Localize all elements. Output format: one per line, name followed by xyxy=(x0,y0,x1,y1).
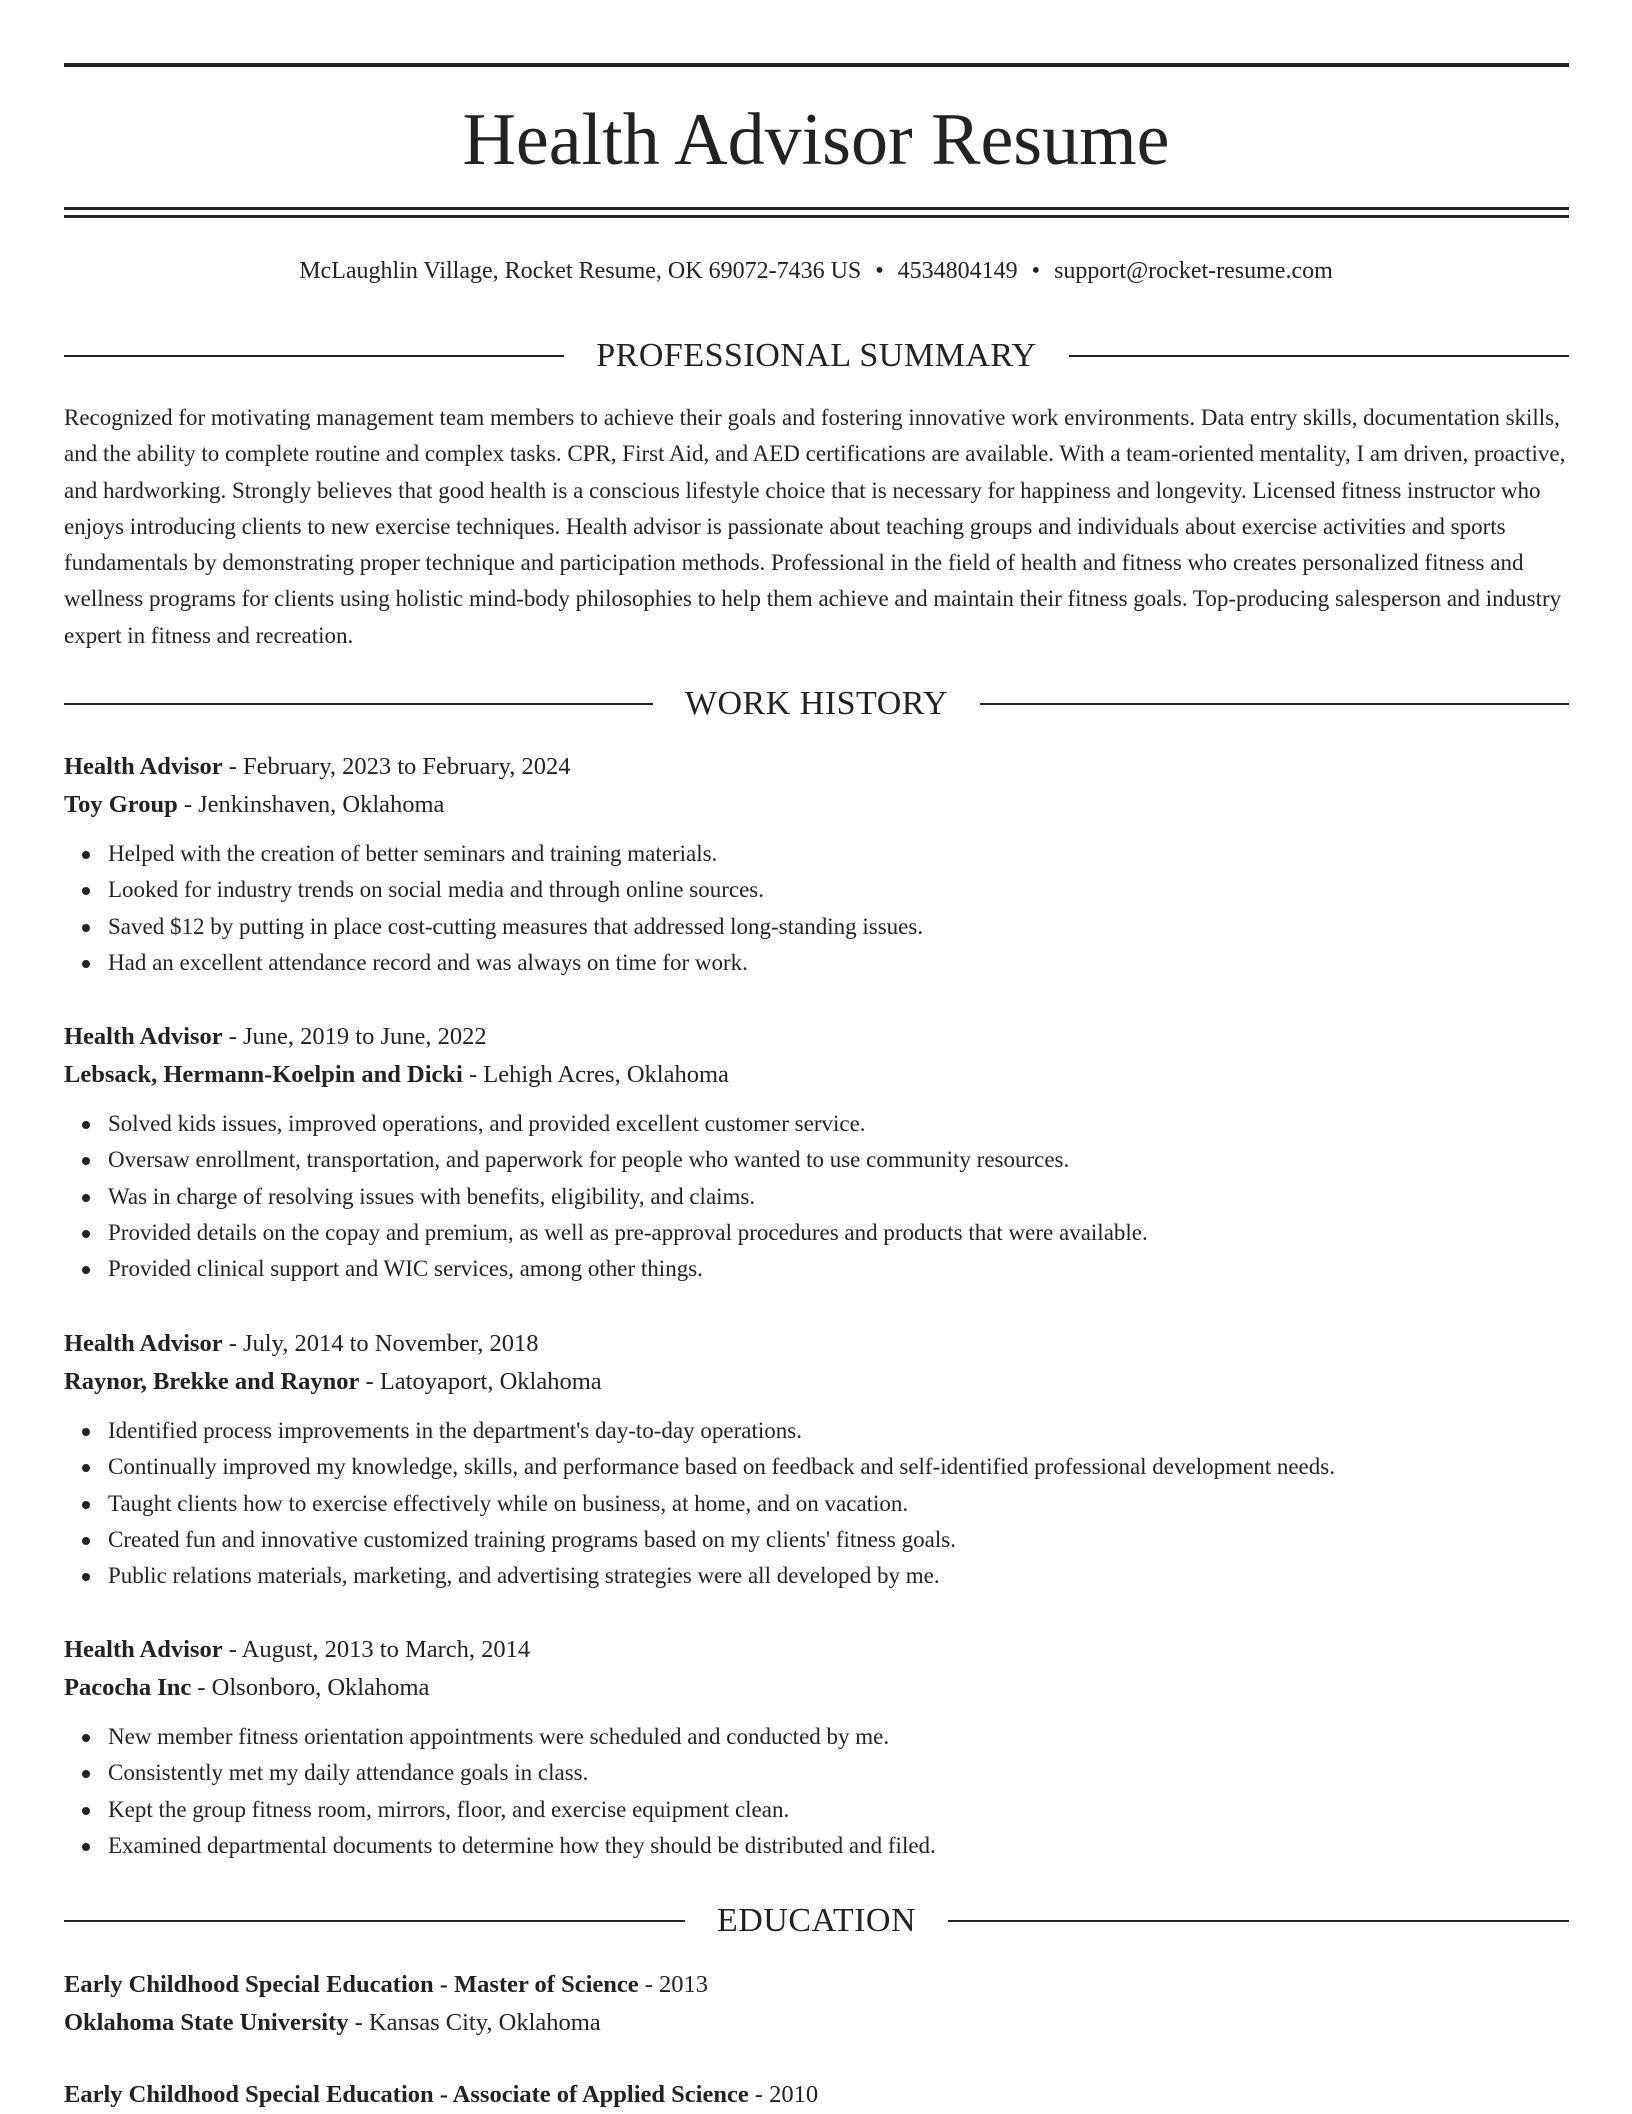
title-rule-lower xyxy=(64,215,1569,218)
job-bullet: Provided clinical support and WIC services, among other things. xyxy=(108,1251,1569,1287)
job-location: - Olsonboro, Oklahoma xyxy=(191,1674,430,1701)
contact-address: McLaughlin Village, Rocket Resume, OK 69072-7436 US xyxy=(299,258,862,284)
contact-line xyxy=(0,253,1632,289)
job-company: Pacocha Inc xyxy=(64,1674,192,1701)
job-bullet: Public relations materials, marketing, and advertising strategies were all developed by me. xyxy=(108,1558,1569,1594)
job-bullet: Created fun and innovative customized training programs based on my clients' fitness goals. xyxy=(108,1522,1569,1558)
heading-rule-left xyxy=(64,355,564,357)
job-bullet: Looked for industry trends on social media and through online sources. xyxy=(108,872,1569,908)
contact-email: support@rocket-resume.com xyxy=(1054,258,1333,284)
job-title: Health Advisor xyxy=(64,753,223,780)
heading-rule-right xyxy=(1069,355,1569,357)
heading-rule-left xyxy=(64,1920,685,1922)
title-rule-upper xyxy=(64,207,1569,210)
job-bullet-list xyxy=(64,1719,1569,1864)
job-bullet: Was in charge of resolving issues with benefits, eligibility, and claims. xyxy=(108,1179,1569,1215)
job-dates: - August, 2013 to March, 2014 xyxy=(222,1636,531,1663)
job-dates: - July, 2014 to November, 2018 xyxy=(222,1330,539,1357)
job-entry xyxy=(64,1018,1569,1287)
job-bullet: Continually improved my knowledge, skills, and performance based on feedback and self-identified professional development needs. xyxy=(108,1449,1569,1485)
job-title: Health Advisor xyxy=(64,1636,223,1663)
job-company: Lebsack, Hermann-Koelpin and Dicki xyxy=(64,1061,463,1088)
job-bullet: Helped with the creation of better seminars and training materials. xyxy=(108,836,1569,872)
education-degree: Early Childhood Special Education - Associate of Applied Science xyxy=(64,2081,749,2108)
job-company: Toy Group xyxy=(64,791,178,818)
contact-separator: • xyxy=(1031,258,1041,284)
job-location: - Jenkinshaven, Oklahoma xyxy=(177,791,445,818)
job-bullet: Kept the group fitness room, mirrors, floor, and exercise equipment clean. xyxy=(108,1792,1569,1828)
heading-rule-right xyxy=(980,703,1569,705)
job-bullet: Saved $12 by putting in place cost-cutting measures that addressed long-standing issues. xyxy=(108,909,1569,945)
job-bullet: New member fitness orientation appointments were scheduled and conducted by me. xyxy=(108,1719,1569,1755)
heading-rule-right xyxy=(948,1920,1569,1922)
job-entry xyxy=(64,1631,1569,1864)
job-bullet-list xyxy=(64,1413,1569,1594)
summary-section-heading xyxy=(64,334,1569,378)
job-bullet: Examined departmental documents to determine how they should be distributed and filed. xyxy=(108,1828,1569,1864)
job-dates: - February, 2023 to February, 2024 xyxy=(222,753,571,780)
summary-paragraph: Recognized for motivating management team members to achieve their goals and fostering innovative work environments. Data entry skills, documentation skills, and the ability to complete routine and complex tasks. CPR, First Aid, and AED certifications are available. With a team-oriented mentality, I am driven, proactive, and hardworking. Strongly believes that good health is a conscious lifestyle choice that is necessary for happiness and longevity. Licensed fitness instructor who enjoys introducing clients to new exercise techniques. Health advisor is passionate about teaching groups and individuals about exercise activities and sports fundamentals by demonstrating proper technique and participation methods. Professional in the field of health and fitness who creates personalized fitness and wellness programs for clients using holistic mind-body philosophies to help them achieve and maintain their fitness goals. Top-producing salesperson and industry expert in fitness and recreation. xyxy=(64,405,1566,648)
page-title: Health Advisor Resume xyxy=(462,99,1170,181)
job-bullet-list xyxy=(64,1106,1569,1287)
job-bullet: Provided details on the copay and premium, as well as pre-approval procedures and products that were available. xyxy=(108,1215,1569,1251)
job-company: Raynor, Brekke and Raynor xyxy=(64,1368,360,1395)
job-bullet: Identified process improvements in the department's day-to-day operations. xyxy=(108,1413,1569,1449)
education-heading-label: EDUCATION xyxy=(716,1902,917,1939)
work-section-heading xyxy=(64,682,1569,726)
job-bullet-list xyxy=(64,836,1569,981)
job-bullet: Oversaw enrollment, transportation, and paperwork for people who wanted to use community resources. xyxy=(108,1142,1569,1178)
education-school: Oklahoma State University xyxy=(64,2009,349,2036)
contact-phone: 4534804149 xyxy=(897,258,1018,284)
job-title: Health Advisor xyxy=(64,1023,223,1050)
job-title: Health Advisor xyxy=(64,1330,223,1357)
work-heading-label: WORK HISTORY xyxy=(684,685,949,722)
education-entry xyxy=(64,1966,1569,2042)
job-bullet: Consistently met my daily attendance goals in class. xyxy=(108,1755,1569,1791)
top-rule xyxy=(64,63,1569,67)
education-location: - Kansas City, Oklahoma xyxy=(348,2009,601,2036)
job-bullet: Taught clients how to exercise effectively while on business, at home, and on vacation. xyxy=(108,1486,1569,1522)
education-entry xyxy=(64,2076,1569,2114)
summary-heading-label: PROFESSIONAL SUMMARY xyxy=(596,337,1037,374)
heading-rule-left xyxy=(64,703,653,705)
job-entry xyxy=(64,748,1569,981)
job-entry xyxy=(64,1325,1569,1594)
education-year: - 2013 xyxy=(638,1971,709,1998)
job-bullet: Had an excellent attendance record and was always on time for work. xyxy=(108,945,1569,981)
job-location: - Latoyaport, Oklahoma xyxy=(359,1368,602,1395)
job-location: - Lehigh Acres, Oklahoma xyxy=(462,1061,729,1088)
contact-separator: • xyxy=(875,258,884,284)
education-section-heading xyxy=(64,1899,1569,1943)
job-bullet: Solved kids issues, improved operations, and provided excellent customer service. xyxy=(108,1106,1569,1142)
education-degree: Early Childhood Special Education - Master of Science xyxy=(64,1971,639,1998)
job-dates: - June, 2019 to June, 2022 xyxy=(222,1023,487,1050)
education-year: - 2010 xyxy=(748,2081,819,2108)
